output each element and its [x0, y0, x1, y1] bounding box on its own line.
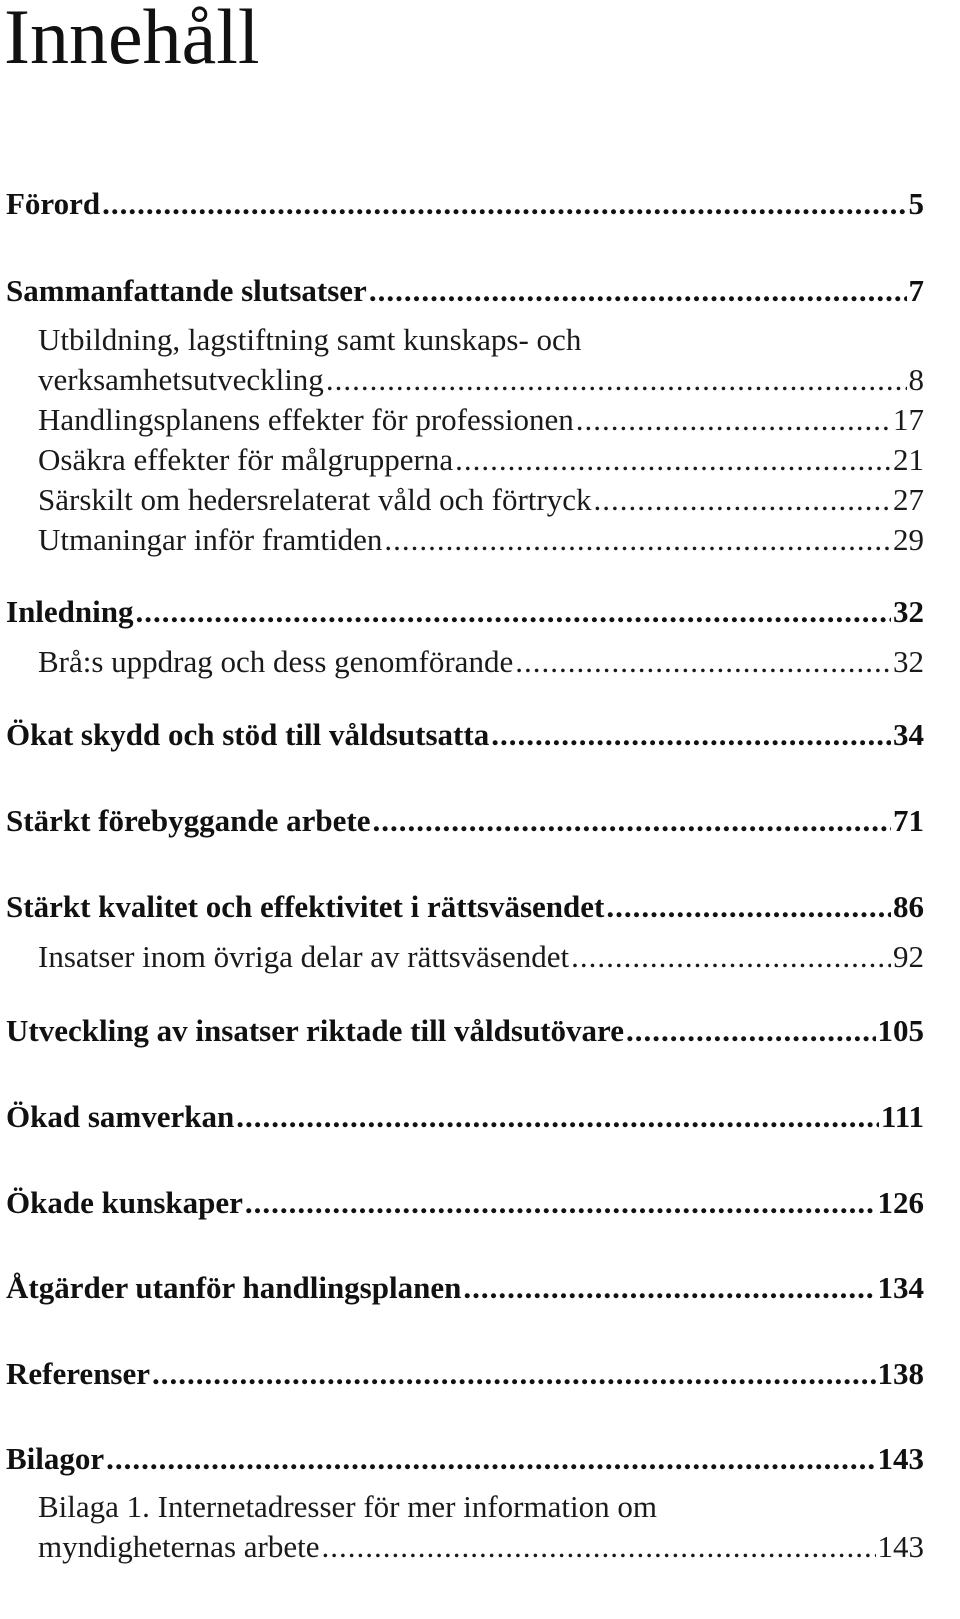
toc-entry-handlingsplanens-effekter[interactable]	[38, 404, 924, 435]
toc-entry-page: 21	[893, 442, 924, 477]
dot-leader	[571, 941, 891, 972]
dot-leader	[594, 484, 892, 515]
toc-entry-bilaga-1[interactable]	[38, 1531, 924, 1562]
dot-leader	[136, 596, 891, 627]
toc-entry-bra-uppdrag[interactable]	[38, 646, 924, 677]
toc-entry-label: Åtgärder utanför handlingsplanen	[6, 1270, 462, 1305]
toc-entry-label: Bilagor	[6, 1441, 105, 1476]
toc-entry-label: verksamhetsutveckling	[38, 362, 324, 397]
dot-leader	[491, 719, 891, 750]
toc-entry-atgarder-utanfor[interactable]	[6, 1272, 924, 1303]
toc-entry-page: 8	[908, 362, 924, 397]
toc-entry-osakra-effekter[interactable]	[38, 444, 924, 475]
dot-leader	[515, 646, 891, 677]
toc-entry-page: 71	[893, 803, 924, 838]
toc-entry-inledning[interactable]	[6, 596, 924, 627]
toc-entry-utmaningar[interactable]	[38, 524, 924, 555]
dot-leader	[106, 1443, 875, 1474]
toc-entry-label-line1: Bilaga 1. Internetadresser för mer information om	[38, 1489, 657, 1524]
toc-entry-page: 32	[893, 594, 924, 629]
toc-entry-utveckling-insatser[interactable]	[6, 1015, 924, 1046]
dot-leader	[373, 805, 892, 836]
toc-entry-okade-kunskaper[interactable]	[6, 1187, 924, 1218]
toc-entry-label: Stärkt kvalitet och effektivitet i rättsväsendet	[6, 889, 605, 924]
dot-leader	[463, 1272, 875, 1303]
toc-entry-label: Förord	[6, 186, 101, 221]
toc-entry-page: 105	[877, 1013, 924, 1048]
toc-entry-label: Ökad samverkan	[6, 1099, 235, 1134]
toc-entry-label: Utveckling av insatser riktade till våldsutövare	[6, 1013, 624, 1048]
toc-entry-label: Insatser inom övriga delar av rättsväsendet	[38, 939, 570, 974]
toc-entry-label: Sammanfattande slutsatser	[6, 273, 367, 308]
toc-entry-label: Ökat skydd och stöd till våldsutsatta	[6, 717, 490, 752]
toc-entry-page: 92	[893, 939, 924, 974]
toc-entry-label: Ökade kunskaper	[6, 1185, 243, 1220]
dot-leader	[102, 188, 906, 219]
dot-leader	[606, 891, 891, 922]
toc-entry-page: 29	[893, 522, 924, 557]
toc-entry-starkt-forebyggande[interactable]	[6, 805, 924, 836]
toc-entry-sammanfattande-slutsatser[interactable]	[6, 275, 924, 306]
dot-leader	[321, 1531, 875, 1562]
toc-entry-label-line1: Utbildning, lagstiftning samt kunskaps- och	[38, 322, 582, 357]
toc-entry-forord[interactable]	[6, 188, 924, 219]
toc-entry-label: Inledning	[6, 594, 134, 629]
toc-entry-page: 27	[893, 482, 924, 517]
toc-entry-okad-samverkan[interactable]	[6, 1101, 924, 1132]
dot-leader	[384, 524, 891, 555]
toc-entry-referenser[interactable]	[6, 1358, 924, 1389]
toc-entry-page: 134	[877, 1270, 924, 1305]
toc-entry-okat-skydd[interactable]	[6, 719, 924, 750]
toc-entry-page: 5	[908, 186, 924, 221]
toc-entry-page: 111	[880, 1099, 924, 1134]
dot-leader	[326, 364, 907, 395]
toc-entry-page: 7	[908, 273, 924, 308]
toc-entry-page: 34	[893, 717, 924, 752]
toc-entry-label: Brå:s uppdrag och dess genomförande	[38, 644, 514, 679]
toc-entry-insatser-ovriga[interactable]	[38, 941, 924, 972]
dot-leader	[626, 1015, 876, 1046]
toc-entry-label: Stärkt förebyggande arbete	[6, 803, 371, 838]
toc-entry-label: Särskilt om hedersrelaterat våld och förtryck	[38, 482, 592, 517]
toc-entry-hedersrelaterat-vald[interactable]	[38, 484, 924, 515]
toc-entry-page: 143	[877, 1529, 924, 1564]
toc-entry-label: Referenser	[6, 1356, 151, 1391]
toc-entry-page: 86	[893, 889, 924, 924]
dot-leader	[245, 1187, 876, 1218]
toc-entry-starkt-kvalitet[interactable]	[6, 891, 924, 922]
toc-entry-label: myndigheternas arbete	[38, 1529, 320, 1564]
toc-entry-page: 138	[877, 1356, 924, 1391]
toc-entry-page: 32	[893, 644, 924, 679]
page-title: Innehåll	[4, 0, 260, 80]
toc-entry-label: Handlingsplanens effekter för professionen	[38, 402, 574, 437]
dot-leader	[455, 444, 891, 475]
dot-leader	[236, 1101, 879, 1132]
toc-entry-page: 126	[877, 1185, 924, 1220]
dot-leader	[369, 275, 907, 306]
dot-leader	[152, 1358, 875, 1389]
toc-entry-bilagor[interactable]	[6, 1443, 924, 1474]
toc-entry-verksamhetsutveckling[interactable]	[38, 364, 924, 395]
toc-entry-label: Utmaningar inför framtiden	[38, 522, 383, 557]
dot-leader	[576, 404, 891, 435]
toc-entry-page: 143	[877, 1441, 924, 1476]
toc-entry-page: 17	[893, 402, 924, 437]
toc-entry-label: Osäkra effekter för målgrupperna	[38, 442, 454, 477]
